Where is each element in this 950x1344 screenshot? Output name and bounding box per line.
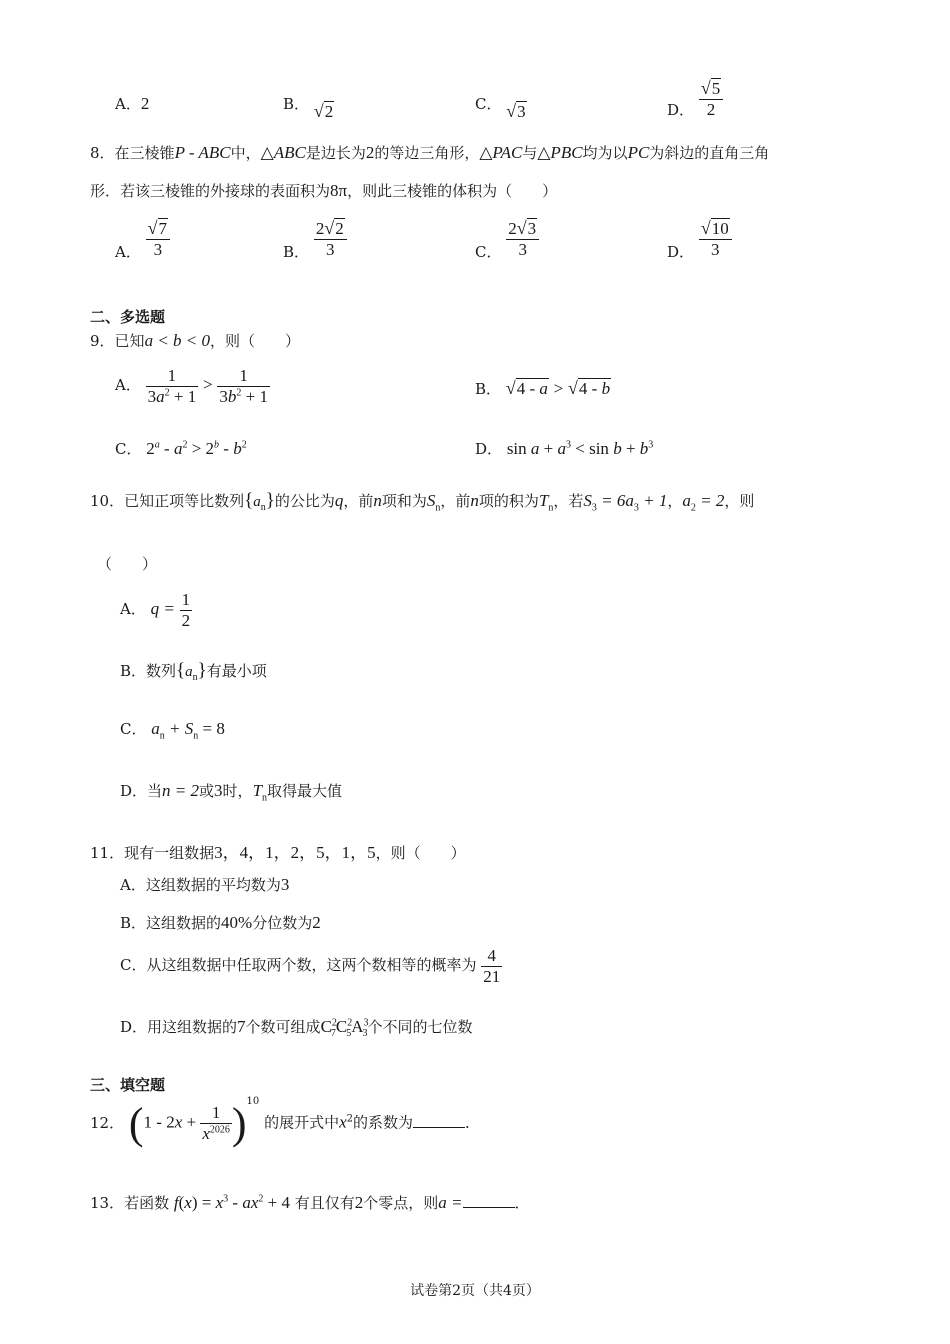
q7-option-c: C． √3	[475, 95, 526, 121]
q10-option-c: C． $a_n + S_n = 8$	[120, 719, 225, 742]
q9-stem: 9．已知a < b < 0，则（ ）	[90, 331, 301, 350]
q8-option-a: A． $\frac{√7}{3}$	[115, 218, 170, 259]
q10-option-a: A． q = $\frac{1}{2}$	[120, 590, 191, 630]
q8-option-d: D． $\frac{√10}{3}$	[667, 218, 732, 259]
q10-option-b: B．数列$\{a_n\}$有最小项	[120, 660, 267, 683]
q11-option-b: B．这组数据的40%分位数为2	[120, 913, 321, 932]
page-footer: 试卷第2页（共4页）	[410, 1283, 540, 1299]
q8-option-b: B． $\frac{2√2}{3}$	[283, 218, 347, 259]
q12-stem: 12． (1 - 2x + $\frac{1}{x^{2026}}$ )$^{10}$ 的展开式中$x^2$的系数为 ．	[90, 1095, 481, 1148]
q7-option-a: A．2	[115, 94, 150, 113]
q7-option-b: B． √2	[283, 95, 334, 121]
q10-stem: 10．已知正项等比数列$\{a_n\}$的公比为q，前n项和为$S_n$，前n项的积为$T_n$，若$S_3 = 6a_3 + 1$，$a_2 = 2$，则	[90, 490, 755, 514]
q10-option-d: D．当n = 2或3时，$T_n$取得最大值	[120, 781, 343, 804]
section-heading-multiple-choice: 二、多选题	[90, 308, 166, 326]
q9-option-c: C． $2^a - a^2 > 2^b - b^2$	[115, 439, 247, 458]
q8-stem-line1: 8．在三棱锥P - ABC中，△ABC是边长为2的等边三角形，△PAC与△PBC均为以PC为斜边的直角三角	[90, 143, 770, 162]
q12-answer-blank[interactable]	[413, 1113, 465, 1128]
q11-option-d: D．用这组数据的7个数可组成$C^2_7C^2_5A^3_3$个不同的七位数	[120, 1017, 473, 1040]
q8-stem-line2: 形．若该三棱锥的外接球的表面积为8π，则此三棱锥的体积为（ ）	[90, 181, 558, 200]
section-heading-fill-in: 三、填空题	[90, 1076, 166, 1094]
q13-answer-blank[interactable]	[463, 1193, 515, 1208]
q11-option-c: C．从这组数据中任取两个数，这两个数相等的概率为 $\frac{4}{21}$	[120, 946, 501, 986]
q9-option-b: B． √4 - a > √4 - b	[475, 378, 611, 398]
q9-option-a: A． $\frac{1}{3a^2 + 1}$ > $\frac{1}{3b^2 + 1}$	[115, 366, 268, 406]
q7-option-d: D． $\frac{√5}{2}$	[667, 78, 723, 119]
q10-answer-paren: （ ）	[97, 555, 158, 573]
q11-stem: 11．现有一组数据3，4，1，2，5，1，5，则（ ）	[90, 843, 466, 862]
q8-option-c: C． $\frac{2√3}{3}$	[475, 218, 539, 259]
q11-option-a: A．这组数据的平均数为3	[120, 875, 290, 894]
q9-option-d: D． $\sin a + a^3 < \sin b + b^3$	[475, 439, 654, 458]
q13-stem: 13．若函数 $f(x) = x^3 - ax^2 + 4$ 有且仅有2个零点，则a = ．	[90, 1193, 530, 1212]
